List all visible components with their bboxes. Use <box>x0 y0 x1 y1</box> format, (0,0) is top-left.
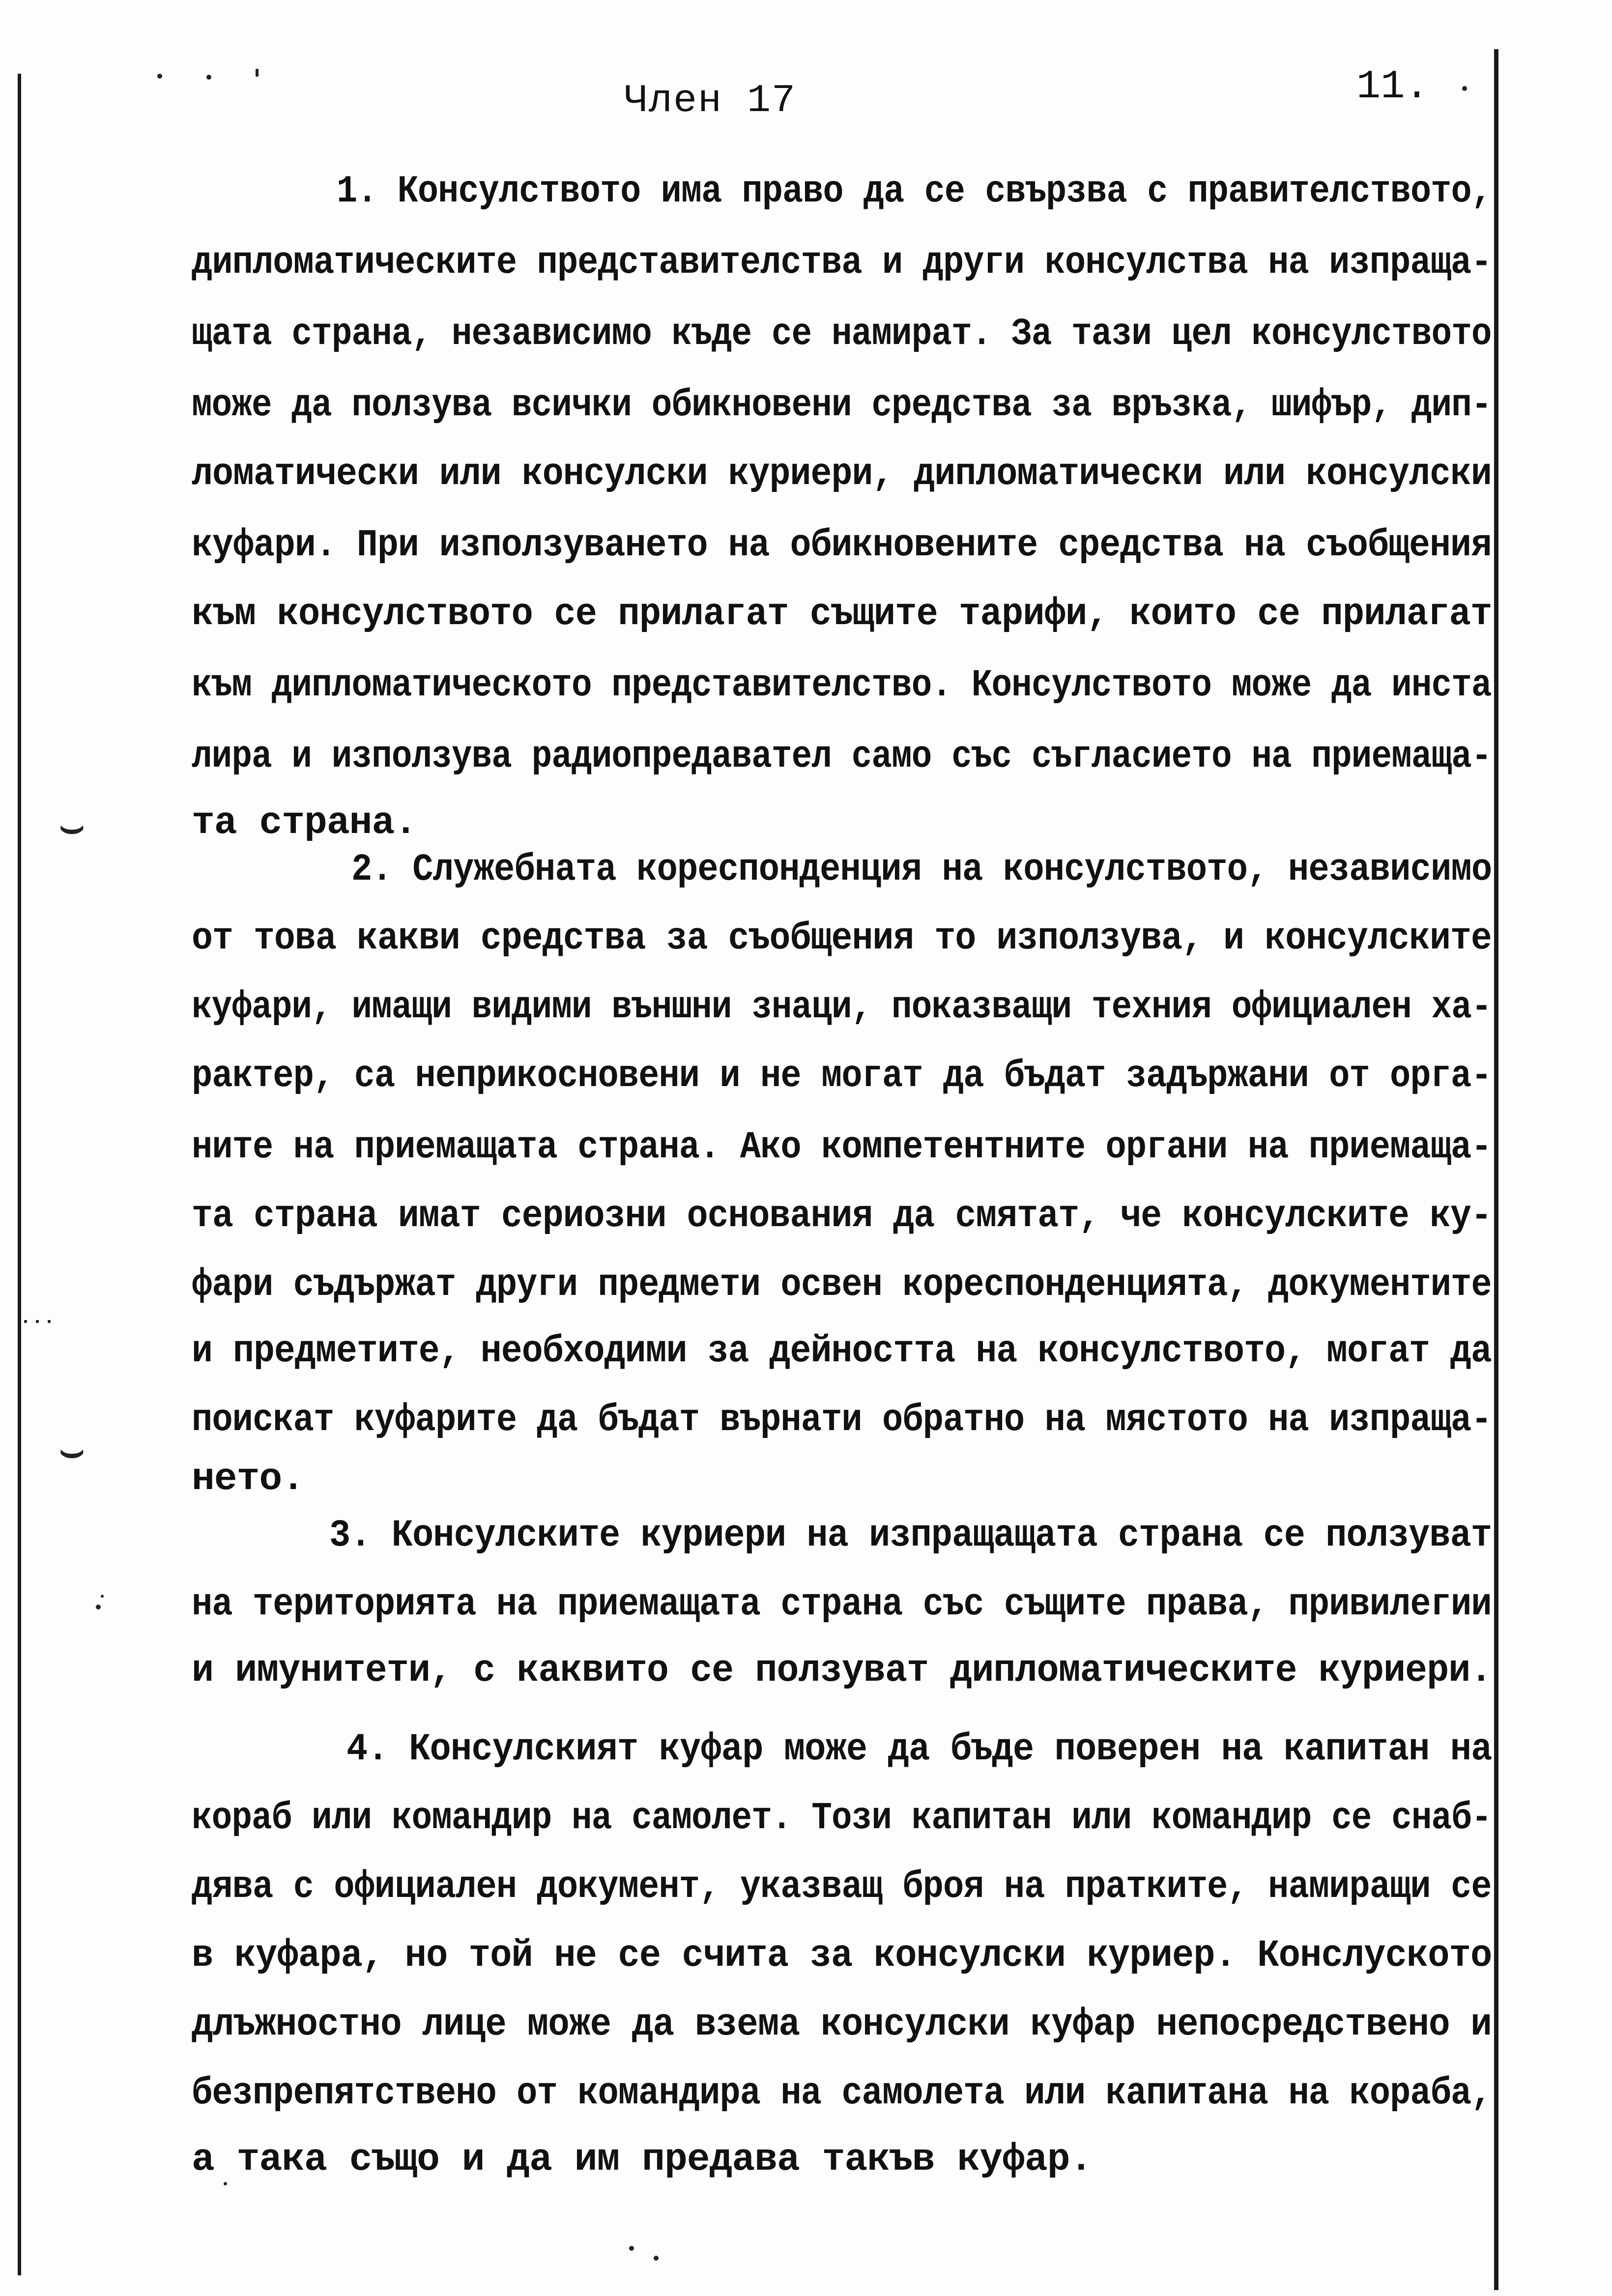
scan-speck <box>157 74 162 79</box>
margin-dash-mark: ... <box>20 1307 56 1329</box>
paragraph-2-line: фари съдържат други предмети освен кореспонденцията, документите <box>192 1263 1492 1307</box>
paragraph-1-line: 1. Консулството има право да се свързва с правителството, <box>337 170 1492 213</box>
margin-tick-mark: ⌣ <box>59 807 85 852</box>
paragraph-4-line: безпрепятствено от командира на самолета или капитана на кораба, <box>192 2072 1492 2115</box>
paragraph-2-line: та страна имат сериозни основания да смятат, че консулските ку- <box>192 1195 1492 1238</box>
paragraph-3-line: и имунитети, с каквито се ползуват дипломатическите куриери. <box>192 1649 1492 1693</box>
paragraph-2-line: ните на приемащата страна. Ако компетентните органи на приемаща- <box>192 1126 1492 1169</box>
paragraph-4-line: кораб или командир на самолет. Този капитан или командир се снаб- <box>192 1797 1492 1840</box>
paragraph-4-line: в куфара, но той не се счита за консулски куриер. Конслуското <box>192 1934 1492 1978</box>
paragraph-4-line: дява с официален документ, указващ броя на пратките, намиращи се <box>192 1866 1492 1909</box>
paragraph-3-line: на територията на приемащата страна със същите права, привилегии <box>192 1583 1492 1626</box>
paragraph-4-line: 4. Консулският куфар може да бъде поверен на капитан на <box>346 1728 1492 1771</box>
paragraph-4-line: длъжностно лице може да взема консулски куфар непосредствено и <box>192 2003 1492 2046</box>
scan-speck <box>629 2246 634 2251</box>
scan-speck <box>96 1605 101 1609</box>
paragraph-1-line: може да ползува всички обикновени средства за връзка, шифър, дип- <box>192 384 1492 427</box>
right-page-edge <box>1494 49 1498 2290</box>
paragraph-2-line: от това какви средства за съобщения то използува, и консулските <box>192 917 1492 960</box>
margin-tick-mark: ⌣ <box>59 1431 85 1476</box>
page-number: 11. <box>1356 64 1429 110</box>
paragraph-2-line: поискат куфарите да бъдат върнати обратно на мястото на изпраща- <box>192 1399 1492 1442</box>
paragraph-1-line: щата страна, независимо къде се намират. За тази цел консулството <box>192 313 1492 356</box>
paragraph-1-line: ломатически или консулски куриери, дипломатически или консулски <box>192 453 1492 496</box>
paragraph-1-line: куфари. При използуването на обикновените средства на съобщения <box>192 524 1492 567</box>
paragraph-2-line: 2. Служебната кореспонденция на консулството, независимо <box>351 848 1492 891</box>
scan-speck <box>206 75 211 80</box>
paragraph-4-line: а така също и да им предава такъв куфар. <box>192 2138 1093 2181</box>
paragraph-1-line: към дипломатическото представителство. Консулството може да инста <box>192 664 1492 707</box>
paragraph-1-line: лира и използува радиопредавател само със съгласието на приемаща- <box>192 735 1492 778</box>
paragraph-1-line: та страна. <box>192 802 417 845</box>
paragraph-2-line: рактер, са неприкосновени и не могат да бъдат задържани от орга- <box>192 1055 1492 1098</box>
scan-speck <box>101 1595 104 1598</box>
paragraph-2-line: и предметите, необходими за дейността на консулството, могат да <box>192 1330 1492 1373</box>
left-page-edge <box>18 74 21 2275</box>
paragraph-1-line: към консулството се прилагат същите тарифи, които се прилагат <box>192 593 1492 636</box>
paragraph-3-line: 3. Консулските куриери на изпращащата страна се ползуват <box>329 1514 1492 1557</box>
scan-speck <box>1462 86 1467 91</box>
article-title: Член 17 <box>624 79 797 123</box>
paragraph-1-line: дипломатическите представителства и други консулства на изпраща- <box>192 241 1492 285</box>
paragraph-2-line: куфари, имащи видими външни знаци, показващи техния официален ха- <box>192 986 1492 1029</box>
scan-speck <box>256 69 259 77</box>
scan-speck <box>654 2256 659 2261</box>
paragraph-2-line: нето. <box>192 1458 305 1501</box>
